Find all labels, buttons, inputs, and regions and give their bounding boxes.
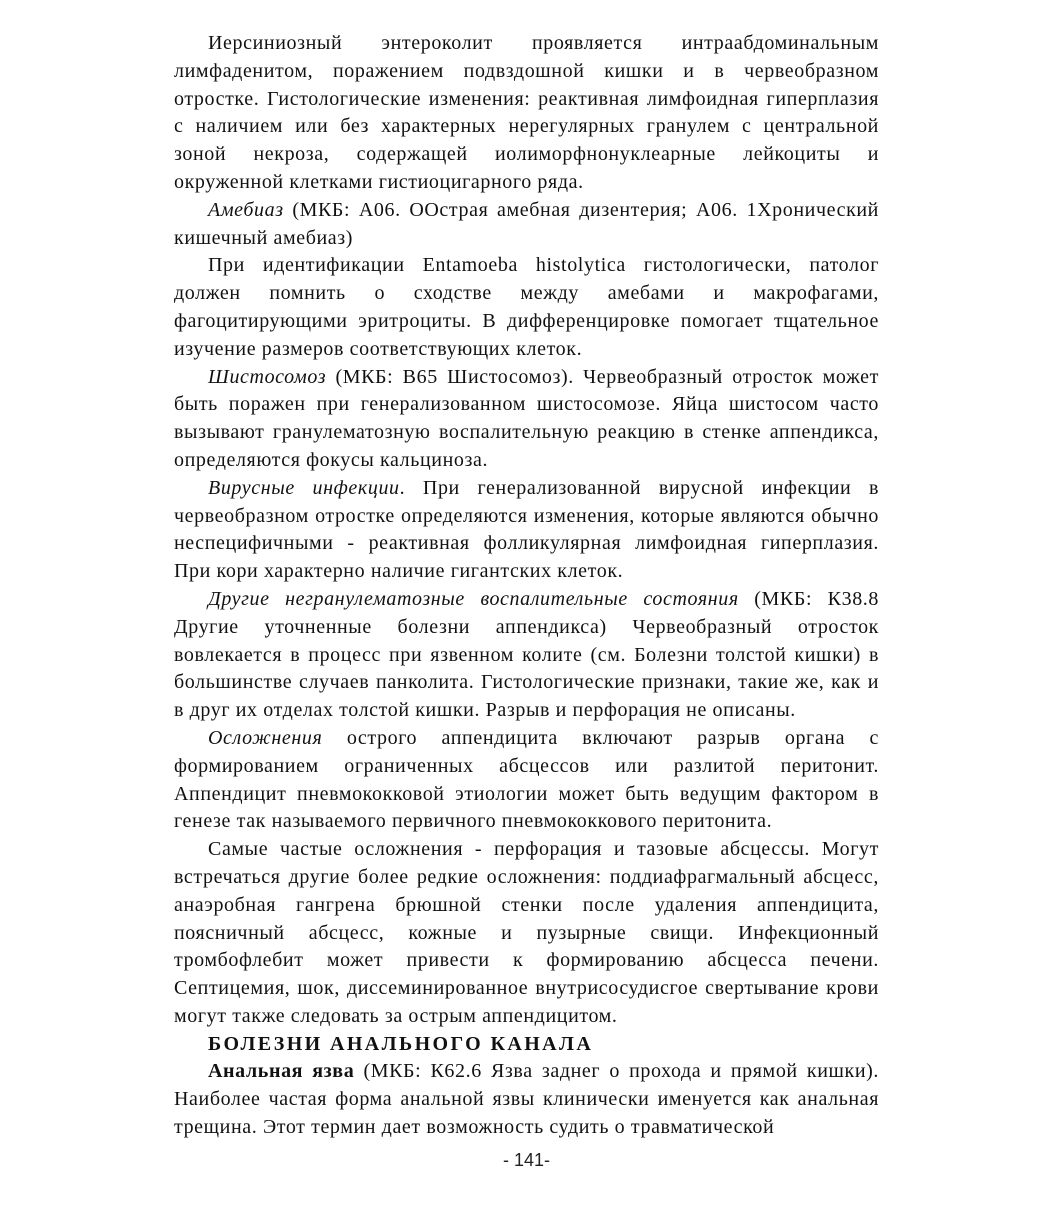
section-heading: БОЛЕЗНИ АНАЛЬНОГО КАНАЛА bbox=[208, 1032, 594, 1055]
paragraph-yersiniosis: Иерсиниозный энтероколит проявляется интраабдоминальным лимфаденитом, поражением подвздошной кишки и в червеобразном отростке. Гистологические изменения: реактивная лимфоидная гиперплазия с наличием или без характерных нерегулярных гранулем с центральной зоной некроза, содержащей иолиморфнонуклеарные лейкоциты и окруженной клетками гистиоцигарного ряда. bbox=[174, 32, 879, 193]
term-anal-ulcer: Анальная язва bbox=[208, 1060, 355, 1083]
paragraph-other-inflammatory bbox=[174, 586, 879, 725]
paragraph-amebiasis bbox=[174, 197, 879, 253]
paragraph-complications bbox=[174, 725, 879, 836]
term-other-inflammatory: Другие негранулематозные воспалительные состояния bbox=[208, 587, 739, 610]
paragraph-anal-ulcer-text: (МКБ: К62.6 Язва заднег о прохода и прямой кишки). Наиболее частая форма анальной язвы клинически именуется как анальная трещина. Этот термин дает возможность судить о травматической bbox=[174, 1060, 879, 1139]
page-body bbox=[174, 30, 879, 1142]
paragraph-schistosomiasis bbox=[174, 364, 879, 475]
page-number: - 141- bbox=[502, 1150, 551, 1170]
paragraph-viral-infections bbox=[174, 475, 879, 586]
paragraph-complications-text: острого аппендицита включают разрыв органа с формированием ограниченных абсцессов или разлитой перитонит. Аппендицит пневмококковой этиологии может быть ведущим фактором в генезе так называемого первичного пневмококкового перитонита. bbox=[174, 726, 879, 833]
paragraph-other-inflammatory-text: (МКБ: К38.8 Другие уточненные болезни аппендикса) Червеобразный отросток вовлекается в процесс при язвенном колите (см. Болезни толстой кишки) в большинстве случаев панколита. Гистологические признаки, такие же, как и в друг их отделах толстой кишки. Разрыв и перфорация не описаны. bbox=[174, 587, 879, 722]
paragraph-entamoeba: При идентификации Entamoeba histolytica гистологически, патолог должен помнить о сходстве между амебами и макрофагами, фагоцитирующими эритроциты. В дифференцировке помогает тщательное изучение размеров соответствующих клеток. bbox=[174, 254, 879, 360]
term-complications: Осложнения bbox=[208, 726, 323, 749]
paragraph-frequent-complications: Самые частые осложнения - перфорация и тазовые абсцессы. Могут встречаться другие более редкие осложнения: поддиафрагмальный абсцесс, анаэробная гангрена брюшной стенки после удаления аппендицита, поясничный абсцесс, кожные и пузырные свищи. Инфекционный тромбофлебит может привести к формированию абсцесса печени. Септицемия, шок, диссеминированное внутрисосудисгое свертывание крови могут также следовать за острым аппендицитом. bbox=[174, 838, 879, 1027]
term-viral-infections: Вирусные инфекции bbox=[208, 476, 400, 499]
paragraph-schistosomiasis-text: (МКБ: В65 Шистосомоз). Червеобразный отросток может быть поражен при генерализованном шистосомозе. Яйца шистосом часто вызывают гранулематозную воспалительную реакцию в стенке аппендикса, определяются фокусы кальциноза. bbox=[174, 365, 879, 471]
paragraph-anal-ulcer bbox=[174, 1058, 879, 1141]
paragraph-amebiasis-text: (МКБ: А06. ООстрая амебная дизентерия; А06. 1Хронический кишечный амебиаз) bbox=[174, 198, 879, 249]
paragraph-viral-infections-text: . При генерализованной вирусной инфекции в червеобразном отростке определяются изменения, которые являются обычно неспецифичными - реактивная фолликулярная лимфоидная гиперплазия. При кори характерно наличие гигантских клеток. bbox=[174, 476, 879, 583]
term-schistosomiasis: Шистосомоз bbox=[208, 365, 327, 388]
term-amebiasis: Амебиаз bbox=[208, 198, 284, 221]
